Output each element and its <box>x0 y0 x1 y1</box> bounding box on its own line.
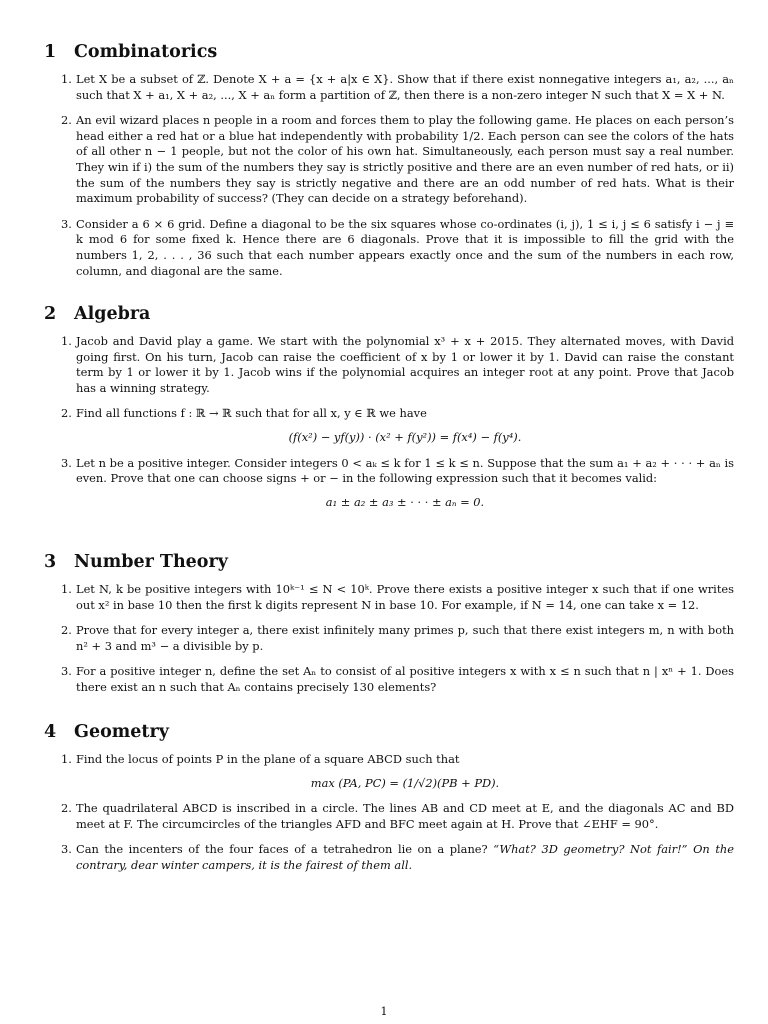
problem-text: Let n be a positive integer. Consider integers 0 < aₖ ≤ k for 1 ≤ k ≤ n. Suppose that the sum a₁ + a₂ + · · · + aₙ is even. Prove that one can choose signs + or − in the following expression such that it becomes valid: <box>76 455 734 486</box>
problem-item <box>44 623 734 654</box>
section-heading <box>44 42 734 62</box>
problem-quote: “What? 3D geometry? Not fair!” On the contrary, dear winter campers, it is the fairest of them all. <box>76 842 734 872</box>
section-number-theory <box>44 552 734 706</box>
problem-number: 2. <box>61 113 72 128</box>
problem-number: 2. <box>61 801 72 816</box>
page-number: 1 <box>380 1005 388 1018</box>
display-equation: max (PA, PC) = (1/√2)(PB + PD). <box>310 775 500 790</box>
problem-text: Let X be a subset of ℤ. Denote X + a = {x + a|x ∈ X}. Show that if there exist nonnegative integers a₁, a₂, ..., aₙ such that X + a₁, X + a₂, ..., X + aₙ form a partition of ℤ, then there is a non-zero integer N such that X = X + N. <box>76 72 734 102</box>
section-combinatorics <box>44 42 734 289</box>
problem-list <box>44 752 734 874</box>
problem-item <box>44 801 734 832</box>
problem-item <box>44 406 734 445</box>
problem-list <box>44 582 734 696</box>
problem-item <box>44 456 734 511</box>
section-title: Geometry <box>74 722 169 742</box>
problem-item <box>44 334 734 396</box>
problem-text: Let N, k be positive integers with 10ᵏ⁻¹ ≤ N < 10ᵏ. Prove there exists a positive integer x such that if one writes out x² in base 10 then the first k digits represent N in base 10. For example, if N = 14, one can take x = 12. <box>76 582 734 612</box>
problem-number: 1. <box>61 334 72 348</box>
section-number: 3 <box>44 552 57 572</box>
problem-list <box>44 72 734 279</box>
problem-number: 3. <box>61 842 72 857</box>
problem-text: Consider a 6 × 6 grid. Define a diagonal to be the six squares whose co-ordinates (i, j), 1 ≤ i, j ≤ 6 satisfy i − j ≡ k mod 6 for some fixed k. Hence there are 6 diagonals. Prove that it is impossible to fill the grid with the numbers 1, 2, . . . , 36 such that each number appears exactly once and the sum of the numbers in each row, column, and diagonal are the same. <box>76 216 734 278</box>
problem-list <box>44 334 734 510</box>
problem-number: 3. <box>61 216 72 231</box>
problem-text: Prove that for every integer a, there exist infinitely many primes p, such that there exist integers m, n with both n² + 3 and m³ − a divisible by p. <box>76 623 734 653</box>
problem-number: 1. <box>61 752 72 766</box>
problem-text: For a positive integer n, define the set Aₙ to consist of al positive integers x with x ≤ n such that n | xⁿ + 1. Does there exist an n such that Aₙ contains precisely 130 elements? <box>76 664 734 694</box>
section-title: Algebra <box>74 304 151 324</box>
problem-text: The quadrilateral ABCD is inscribed in a circle. The lines AB and CD meet at E, and the diagonals AC and BD meet at F. The circumcircles of the triangles AFD and BFC meet again at H. Prove that ∠EHF = 90°. <box>76 801 734 831</box>
section-heading <box>44 552 734 572</box>
problem-text: Find all functions f : ℝ → ℝ such that for all x, y ∈ ℝ we have <box>76 406 427 421</box>
problem-text: Can the incenters of the four faces of a tetrahedron lie on a plane? <box>76 842 488 857</box>
problem-number: 1. <box>61 582 72 596</box>
problem-text: Jacob and David play a game. We start with the polynomial x³ + x + 2015. They alternated moves, with David going first. On his turn, Jacob can raise the coefficient of x by 1 or lower it by 1. David can raise the constant term by 1 or lower it by 1. Jacob wins if the polynomial acquires an integer root at any point. Prove that Jacob has a winning strategy. <box>76 334 734 395</box>
problem-item <box>44 217 734 279</box>
problem-item <box>44 842 734 873</box>
section-title: Number Theory <box>74 552 228 572</box>
section-number: 1 <box>44 42 57 62</box>
display-equation: a₁ ± a₂ ± a₃ ± · · · ± aₙ = 0. <box>325 494 485 509</box>
problem-text: Find the locus of points P in the plane of a square ABCD such that <box>76 752 460 766</box>
problem-number: 3. <box>61 664 72 679</box>
section-number: 4 <box>44 722 57 742</box>
problem-item <box>44 752 734 791</box>
problem-number: 1. <box>61 72 72 86</box>
problem-text: An evil wizard places n people in a room and forces them to play the following game. He places on each person’s head either a red hat or a blue hat independently with probability 1/2. Each person can see the colors of the hats of all other n − 1 people, but not the color of his own hat. Simultaneously, each person must say a real number. They win if i) the sum of the numbers they say is strictly positive and there are an even number of red hats, or ii) the sum of the numbers they say is strictly negative and there are an odd number of red hats. What is their maximum probability of success? (They can decide on a strategy beforehand). <box>76 113 734 206</box>
section-title: Combinatorics <box>74 42 218 62</box>
problem-item <box>44 664 734 695</box>
section-geometry <box>44 722 734 884</box>
display-equation: (f(x²) − yf(y)) · (x² + f(y²)) = f(x⁴) − f(y⁴). <box>288 429 522 444</box>
section-heading <box>44 304 734 324</box>
problem-number: 3. <box>61 455 72 470</box>
problem-number: 2. <box>61 406 72 421</box>
section-number: 2 <box>44 304 57 324</box>
problem-item <box>44 72 734 103</box>
section-heading <box>44 722 734 742</box>
section-algebra <box>44 304 734 520</box>
problem-item <box>44 113 734 207</box>
problem-number: 2. <box>61 623 72 638</box>
problem-item <box>44 582 734 613</box>
